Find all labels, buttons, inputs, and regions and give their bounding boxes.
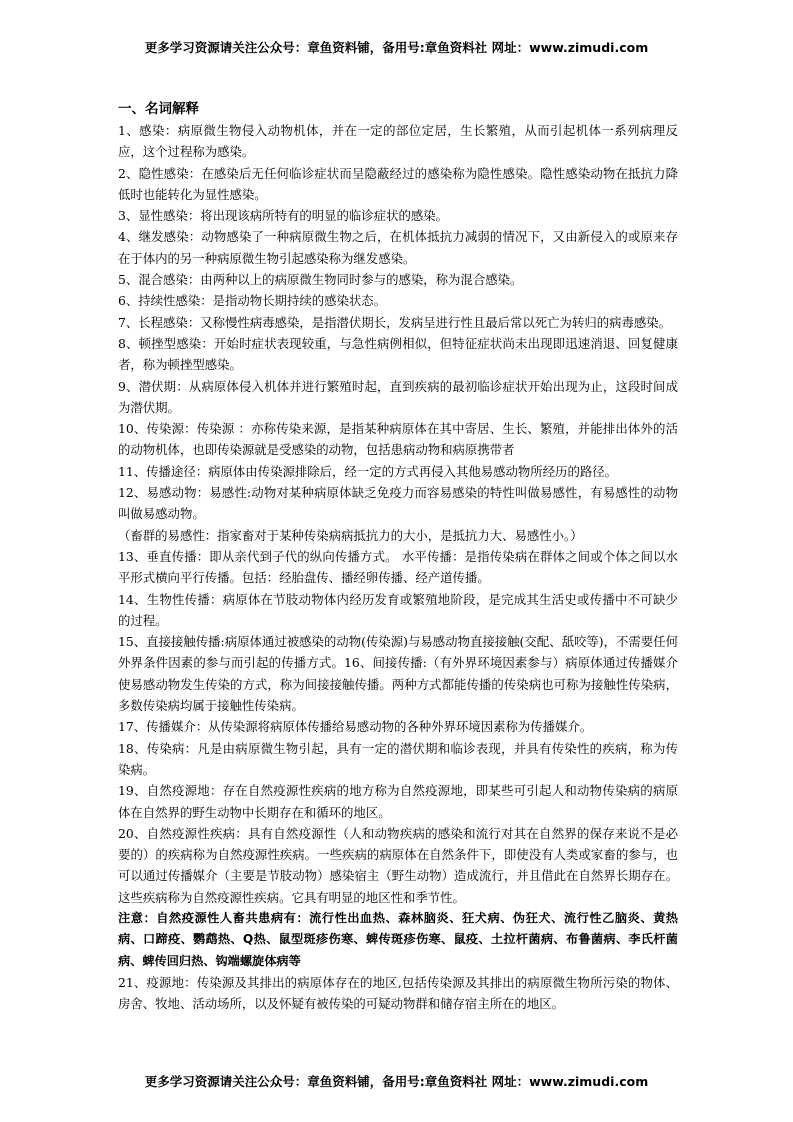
- paragraph-6: 6、持续性感染：是指动物长期持续的感染状态。: [118, 293, 387, 309]
- paragraph-20: 20、自然疫源性疾病：具有自然疫源性（人和动物疾病的感染和流行对其在自然界的保存来说不是必要的）的疾病称为自然疫源性疾病。一些疾病的病原体在自然条件下，即使没有人类或家畜的参与，也可以通过传播媒介（主要是节肢动物）感染宿主（野生动物）造成流行，并且借此在自然界长期存在。这些疾病称为自然疫源性疾病。它具有明显的地区性和季节性。: [118, 825, 678, 905]
- paragraph-2: 2、隐性感染：在感染后无任何临诊症状而呈隐蔽经过的感染称为隐性感染。隐性感染动物在抵抗力降低时也能转化为显性感染。: [118, 165, 678, 202]
- paragraph-9: 9、潜伏期：从病原体侵入机体并进行繁殖时起，直到疾病的最初临诊症状开始出现为止，这段时间成为潜伏期。: [118, 378, 678, 415]
- paragraph-3: 3、显性感染：将出现该病所特有的明显的临诊症状的感染。: [118, 208, 449, 224]
- section-heading: 一、名词解释: [118, 101, 199, 117]
- paragraph-15: 15、直接接触传播:病原体通过被感染的动物(传染源)与易感动物直接接触(交配、舐咬等)，不需要任何外界条件因素的参与而引起的传播方式。16、间接传播:（有外界环境因素参与）病原体通过传播媒介使易感动物发生传染的方式，称为间接接触传播。两种方式都能传播的传染病也可称为接触性传染病，多数传染病均属于接触性传染病。: [118, 634, 678, 714]
- paragraph-18: 18、传染病：凡是由病原微生物引起，具有一定的潜伏期和临诊表现，并具有传染性的疾病，称为传染病。: [118, 740, 678, 777]
- paragraph-8: 8、顿挫型感染：开始时症状表现较重，与急性病例相似，但特征症状尚未出现即迅速消退、回复健康者，称为顿挫型感染。: [118, 335, 678, 373]
- paragraph-21: 21、疫源地：传染源及其排出的病原体存在的地区,包括传染源及其排出的病原微生物所污染的物体、房舍、牧地、活动场所，以及怀疑有被传染的可疑动物群和储存宿主所在的地区。: [118, 974, 678, 1012]
- paragraph-12: 12、易感动物：易感性:动物对某种病原体缺乏免疫力而容易感染的特性叫做易感性，有易感性的动物叫做易感动物。: [118, 485, 678, 522]
- document-body: [118, 98, 678, 1014]
- paragraph-19: 19、自然疫源地：存在自然疫源性疾病的地方称为自然疫源地，即某些可引起人和动物传染病的病原体在自然界的野生动物中长期存在和循环的地区。: [118, 783, 678, 820]
- header-banner: 更多学习资源请关注公众号：章鱼资料铺，备用号:章鱼资料社 网址：www.zimudi.com: [144, 40, 649, 55]
- paragraph-10: 10、传染源：传染源 ：亦称传染来源，是指某种病原体在其中寄居、生长、繁殖，并能排出体外的活的动物机体，也即传染源就是受感染的动物，包括患病动物和病原携带者: [118, 421, 678, 458]
- paragraph-14: 14、生物性传播：病原体在节肢动物体内经历发育或繁殖地阶段，是完成其生活史或传播中不可缺少的过程。: [118, 591, 678, 628]
- paragraph-7: 7、长程感染：又称慢性病毒感染，是指潜伏期长，发病呈进行性且最后常以死亡为转归的病毒感染。: [118, 314, 672, 330]
- paragraph-17: 17、传播媒介：从传染源将病原体传播给易感动物的各种外界环境因素称为传播媒介。: [118, 719, 593, 735]
- paragraph-13: 13、垂直传播：即从亲代到子代的纵向传播方式。 水平传播：是指传染病在群体之间或个体之间以水平形式横向平行传播。包括：经胎盘传、播经卵传播、经产道传播。: [118, 548, 678, 586]
- paragraph-1: 1、感染：病原微生物侵入动物机体，并在一定的部位定居，生长繁殖，从而引起机体一系列病理反应，这个过程称为感染。: [118, 123, 678, 160]
- paragraph-5: 5、混合感染：由两种以上的病原微生物同时参与的感染，称为混合感染。: [118, 272, 523, 288]
- paragraph-4: 4、继发感染：动物感染了一种病原微生物之后，在机体抵抗力减弱的情况下，又由新侵入的或原来存在于体内的另一种病原微生物引起感染称为继发感染。: [118, 229, 678, 266]
- bold-note: 注意：自然疫源性人畜共患病有：流行性出血热、森林脑炎、狂犬病、伪狂犬、流行性乙脑炎、黄热病、口蹄疫、鹦鹉热、Q热、鼠型斑疹伤寒、蜱传斑疹伤寒、鼠疫、土拉杆菌病、布鲁菌病、李氏杆菌病、蜱传回归热、钩端螺旋体病等: [118, 910, 678, 968]
- paragraph-11: 11、传播途径：病原体由传染源排除后，经一定的方式再侵入其他易感动物所经历的路径。: [118, 463, 618, 479]
- paragraph-12-note: （畜群的易感性：指家畜对于某种传染病病抵抗力的大小，是抵抗力大、易感性小。）: [118, 527, 583, 543]
- footer-banner: 更多学习资源请关注公众号：章鱼资料铺，备用号:章鱼资料社 网址：www.zimudi.com: [144, 1074, 649, 1089]
